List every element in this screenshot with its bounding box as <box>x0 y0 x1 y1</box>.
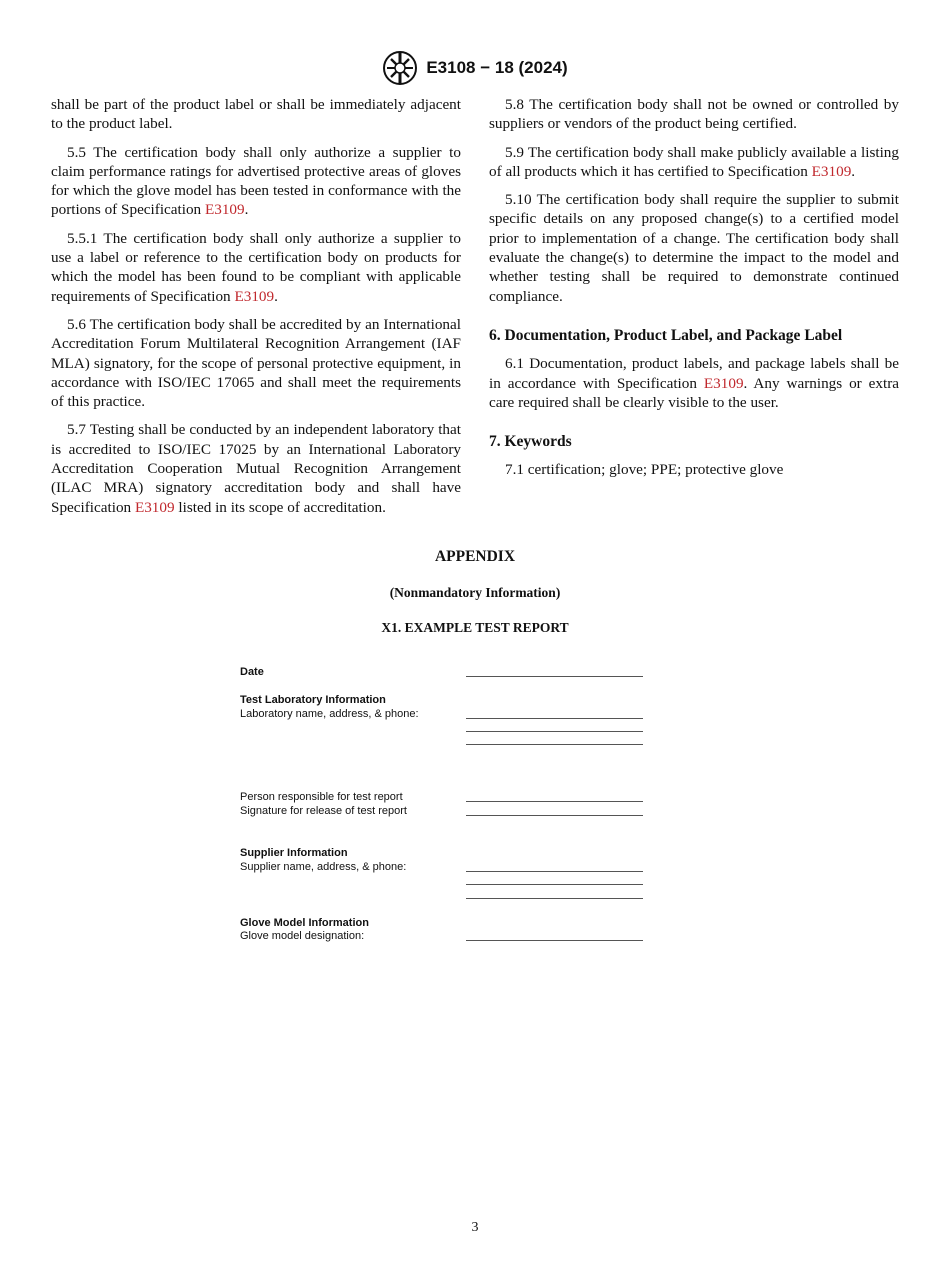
form-blank-line[interactable] <box>466 940 643 941</box>
document-header <box>0 50 950 86</box>
paragraph-5-10: 5.10 The certification body shall require the supplier to submit specific details on any proposed change(s) to a certified model prior to implementation of a change. The certification body shall evaluate the change(s) to determine the impact to the model and whether testing shall be required to demonstrate continued compliance. <box>489 191 899 305</box>
section-6-heading: 6. Documentation, Product Label, and Package Label <box>489 326 843 344</box>
reference-link-e3109[interactable]: E3109 <box>234 287 275 305</box>
reference-link-e3109[interactable]: E3109 <box>204 201 245 219</box>
form-label-lab-name: Laboratory name, address, & phone: <box>240 708 419 720</box>
paragraph-5-8: 5.8 The certification body shall not be owned or controlled by suppliers or vendors of the product being certified. <box>489 96 899 133</box>
paragraph-5-6: 5.6 The certification body shall be accredited by an International Accreditation Forum Multilateral Recognition Arrangement (IAF MLA) signatory, for the scope of personal protective equipment, in accordance with ISO/IEC 17065 and shall meet the requirements of this practice. <box>51 315 461 411</box>
reference-link-e3109[interactable]: E3109 <box>811 162 852 180</box>
section-7-heading: 7. Keywords <box>489 433 572 451</box>
appendix-title: APPENDIX <box>434 548 516 565</box>
form-blank-line[interactable] <box>466 884 643 885</box>
paragraph-7-1: 7.1 certification; glove; PPE; protective glove <box>505 461 784 479</box>
appendix-x1-title: X1. EXAMPLE TEST REPORT <box>381 620 569 635</box>
form-label-person: Person responsible for test report <box>240 791 403 803</box>
appendix-subtitle: (Nonmandatory Information) <box>389 585 561 600</box>
form-blank-line[interactable] <box>466 676 643 677</box>
paragraph-5-9: 5.9 The certification body shall make publicly available a listing of all products which it has certified to Specification E3109. <box>489 143 899 180</box>
astm-logo-icon <box>382 50 418 86</box>
form-heading-glove: Glove Model Information <box>240 917 369 929</box>
page-number: 3 <box>471 1220 479 1235</box>
form-blank-line[interactable] <box>466 871 643 872</box>
form-heading-lab: Test Laboratory Information <box>240 694 386 706</box>
form-blank-line[interactable] <box>466 744 643 745</box>
form-label-glove-designation: Glove model designation: <box>240 930 365 942</box>
form-label-signature: Signature for release of test report <box>240 805 407 817</box>
standard-designation: E3108 − 18 (2024) <box>426 58 568 77</box>
form-label-date: Date <box>240 666 264 678</box>
form-blank-line[interactable] <box>466 801 643 802</box>
form-heading-supplier: Supplier Information <box>240 847 348 859</box>
form-blank-line[interactable] <box>466 718 643 719</box>
paragraph-6-1: 6.1 Documentation, product labels, and package labels shall be in accordance with Specification E3109. Any warnings or extra care required shall be clearly visible to the user. <box>489 355 899 411</box>
form-label-supplier-name: Supplier name, address, & phone: <box>240 861 407 873</box>
left-column <box>51 95 461 526</box>
paragraph-5-7: 5.7 Testing shall be conducted by an independent laboratory that is accredited to ISO/IEC 17025 by an International Laboratory Accreditation Cooperation Mutual Recognition Arrangement (ILAC MRA) signatory accreditation body and shall have Specification E3109 listed in its scope of accreditation. <box>51 421 461 516</box>
appendix-heading-block <box>0 548 950 638</box>
paragraph-continuation: shall be part of the product label or shall be immediately adjacent to the product label. <box>51 96 461 133</box>
reference-link-e3109[interactable]: E3109 <box>703 374 744 392</box>
form-blank-line[interactable] <box>466 731 643 732</box>
right-column <box>489 95 899 489</box>
form-blank-line[interactable] <box>466 898 643 899</box>
paragraph-5-5-1: 5.5.1 The certification body shall only authorize a supplier to use a label or reference to the certification body on products for which the model has been found to be compliant with applicable requirements of Specification E3109. <box>51 229 461 305</box>
form-blank-line[interactable] <box>466 815 643 816</box>
paragraph-5-5: 5.5 The certification body shall only authorize a supplier to claim performance ratings for advertised protective areas of gloves for which the glove model has been tested in conformance with the portions of Specification E3109. <box>51 143 461 219</box>
reference-link-e3109[interactable]: E3109 <box>134 498 175 516</box>
